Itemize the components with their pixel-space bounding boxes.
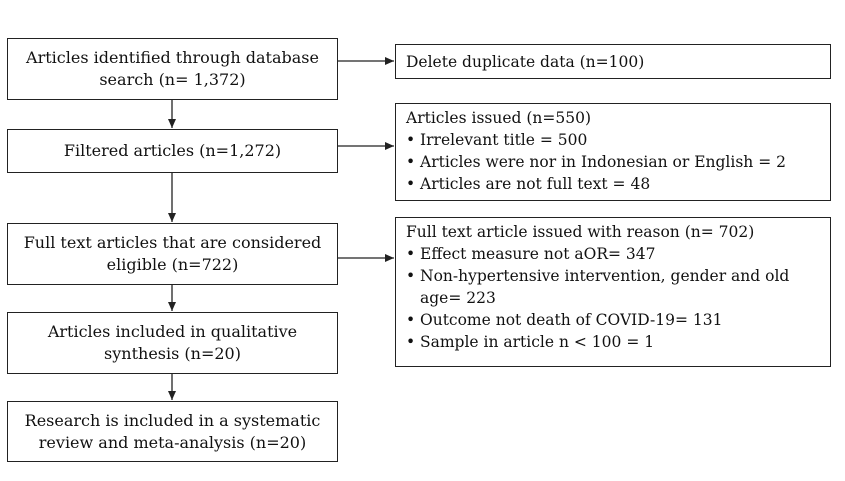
bullet-icon: • <box>406 311 416 329</box>
bullet-icon: • <box>406 267 416 285</box>
list-item <box>406 309 820 331</box>
box-articles-issued <box>395 103 831 201</box>
box-meta-line-2: review and meta-analysis (n=20) <box>38 432 307 452</box>
box-eligible-line-1: Full text articles that are considered <box>23 233 322 252</box>
box-meta-line-1: Research is included in a systematic <box>24 410 321 430</box>
articles-issued-heading: Articles issued (n=550) <box>406 109 592 127</box>
box-eligible <box>7 223 338 285</box>
list-item <box>406 173 820 195</box>
box-identified <box>7 38 338 100</box>
fulltext-issued-list <box>406 243 820 353</box>
bullet-icon: • <box>406 245 416 263</box>
list-item <box>406 243 820 265</box>
box-duplicates <box>395 44 831 79</box>
bullet-icon: • <box>406 333 416 351</box>
list-item-text: Outcome not death of COVID-19= 131 <box>420 311 723 329</box>
box-filtered <box>7 129 338 173</box>
list-item <box>406 265 820 309</box>
box-identified-line-1: Articles identified through database <box>26 48 319 67</box>
box-duplicates-text: Delete duplicate data (n=100) <box>406 53 645 71</box>
box-filtered-line-1: Filtered articles (n=1,272) <box>63 141 282 160</box>
list-item-text: Articles were nor in Indonesian or English = 2 <box>420 153 786 171</box>
list-item-text: Non-hypertensive intervention, gender and old age= 223 <box>420 267 790 307</box>
box-qualitative-line-2: synthesis (n=20) <box>104 344 241 363</box>
bullet-icon: • <box>406 175 416 193</box>
articles-issued-list <box>406 129 820 195</box>
list-item-text: Irrelevant title = 500 <box>420 131 588 149</box>
list-item <box>406 151 820 173</box>
list-item <box>406 331 820 353</box>
bullet-icon: • <box>406 153 416 171</box>
bullet-icon: • <box>406 131 416 149</box>
box-identified-line-2: search (n= 1,372) <box>99 70 246 89</box>
box-eligible-line-2: eligible (n=722) <box>106 255 239 274</box>
fulltext-issued-heading: Full text article issued with reason (n= 702) <box>406 223 755 241</box>
box-qualitative <box>7 312 338 374</box>
list-item <box>406 129 820 151</box>
list-item-text: Articles are not full text = 48 <box>420 175 651 193</box>
list-item-text: Sample in article n < 100 = 1 <box>420 333 655 351</box>
box-fulltext-issued <box>395 217 831 367</box>
box-meta-analysis <box>7 401 338 462</box>
list-item-text: Effect measure not aOR= 347 <box>420 245 656 263</box>
box-qualitative-line-1: Articles included in qualitative <box>47 322 298 341</box>
